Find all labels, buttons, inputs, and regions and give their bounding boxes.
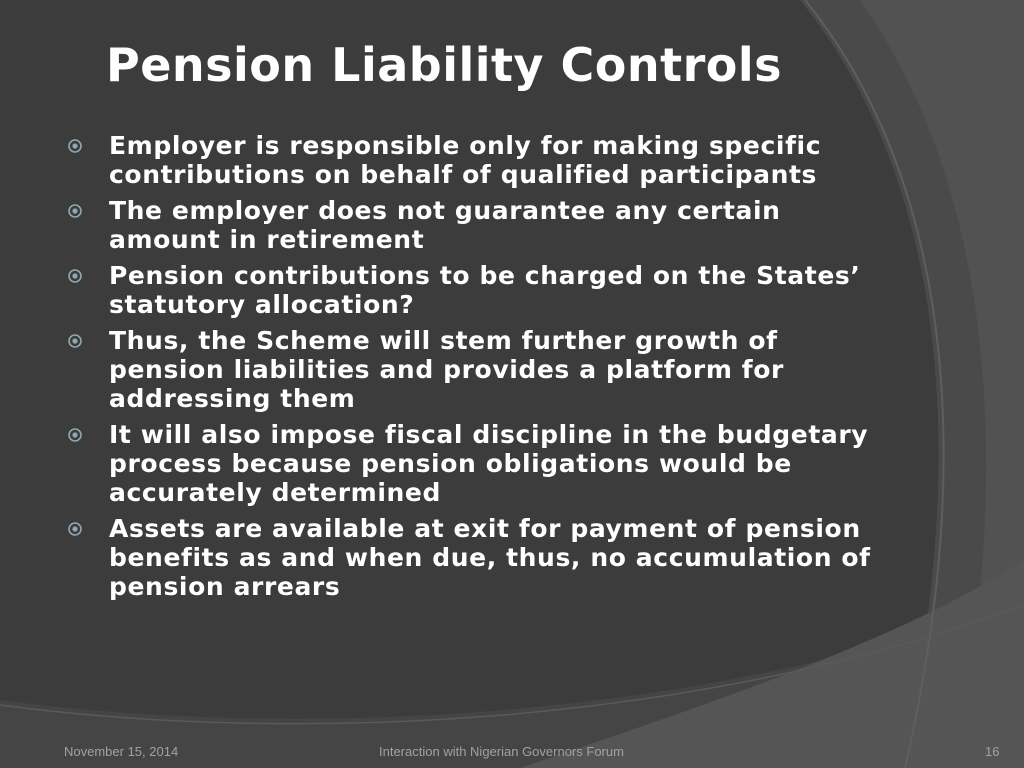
bullet-text: Thus, the Scheme will stem further growth of pension liabilities and provides a platform for addressing them — [109, 326, 784, 413]
target-bullet-icon — [68, 204, 82, 218]
slide-number: 16 — [985, 744, 1000, 759]
bullet-text: It will also impose fiscal discipline in the budgetary process because pension obligations would be accurately determined — [109, 420, 869, 507]
target-bullet-icon — [68, 428, 82, 442]
slide-title: Pension Liability Controls — [106, 38, 783, 92]
bullet-text: Assets are available at exit for payment of pension benefits as and when due, thus, no accumulation of pension arrears — [109, 514, 871, 601]
bullet-text: Pension contributions to be charged on the States’ statutory allocation? — [109, 261, 861, 319]
footer-title: Interaction with Nigerian Governors Forum — [379, 744, 624, 759]
bullet-item — [64, 131, 884, 189]
target-bullet-icon — [68, 334, 82, 348]
target-bullet-icon — [68, 269, 82, 283]
bullet-item — [64, 420, 884, 507]
target-bullet-icon — [68, 522, 82, 536]
bullet-list — [64, 131, 884, 608]
bullet-item — [64, 261, 884, 319]
bullet-text: Employer is responsible only for making specific contributions on behalf of qualified participants — [109, 131, 822, 189]
footer-date: November 15, 2014 — [64, 744, 179, 759]
bullet-item — [64, 326, 884, 413]
bullet-item — [64, 196, 884, 254]
target-bullet-icon — [68, 139, 82, 153]
bullet-text: The employer does not guarantee any certain amount in retirement — [109, 196, 781, 254]
bullet-item — [64, 514, 884, 601]
